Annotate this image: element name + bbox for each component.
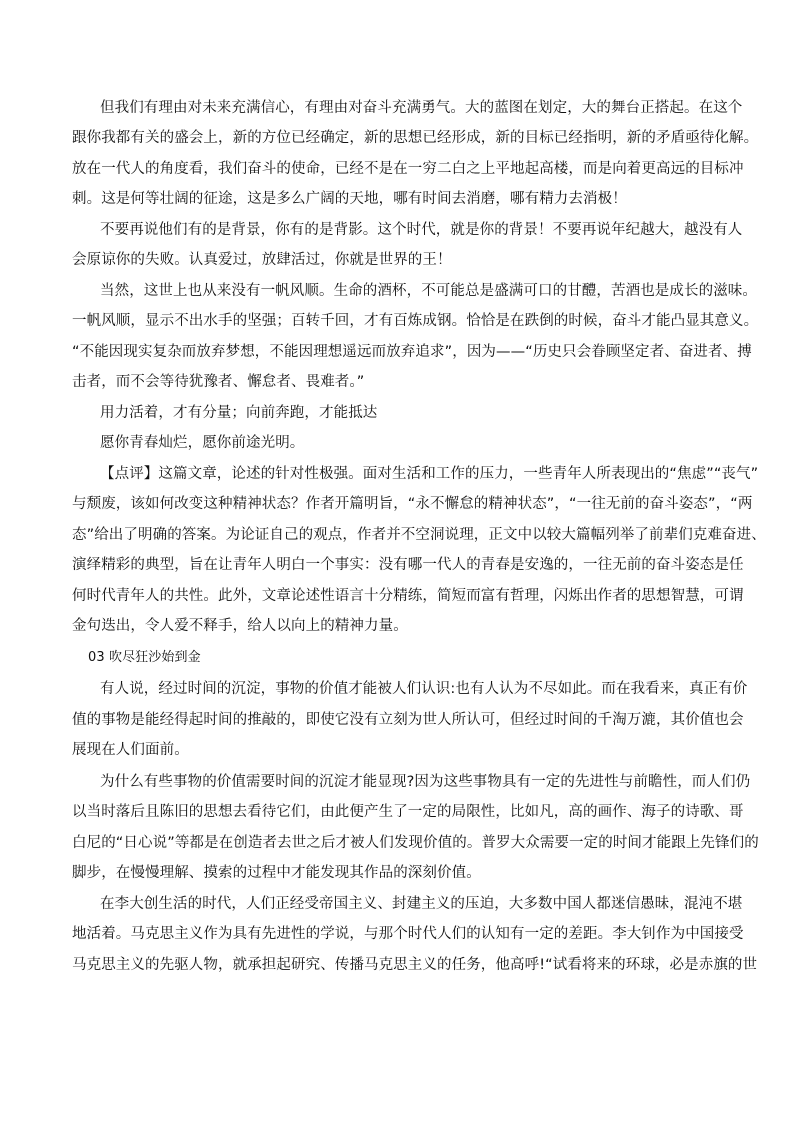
paragraph-line: 当然，这世上也从来没有一帆风顺。生命的酒杯，不可能总是盛满可口的甘醴，苦酒也是成长的滋味。: [100, 283, 757, 299]
paragraph-line: 击者，而不会等待犹豫者、懈怠者、畏难者。”: [72, 374, 365, 390]
paragraph-line: 一帆风顺，显示不出水手的坚强；百转千回，才有百炼成钢。恰恰是在跌倒的时候，奋斗才能凸显其意义。: [72, 313, 759, 329]
paragraph-line: 不要再说他们有的是背景，你有的是背影。这个时代，就是你的背景！不要再说年纪越大，越没有人: [100, 222, 743, 238]
paragraph-line: 会原谅你的失败。认真爱过，放肆活过，你就是世界的王！: [72, 252, 452, 268]
paragraph-line: 值的事物是能经得起时间的推敲的，即使它没有立刻为世人所认可，但经过时间的千淘万漉，其价值也会: [72, 712, 744, 728]
paragraph-line: 跟你我都有关的盛会上，新的方位已经确定，新的思想已经形成，新的目标已经指明，新的矛盾亟待化解。: [72, 130, 759, 146]
paragraph-line: 地活着。马克思主义作为具有先进性的学说，与那个时代人们的认知有一定的差距。李大钊作为中国接受: [72, 926, 744, 942]
paragraph-line: 展现在人们面前。: [72, 742, 189, 758]
paragraph-line: 为什么有些事物的价值需要时间的沉淀才能显现?因为这些事物具有一定的先进性与前瞻性，而人们仍: [100, 774, 751, 790]
paragraph-line: 愿你青春灿烂，愿你前途光明。: [100, 435, 305, 451]
commentary-line: 态”给出了明确的答案。为论证自己的观点，作者并不空洞说理，正文中以较大篇幅列举了前辈们克难奋进、: [72, 527, 766, 543]
paragraph-line: 马克思主义的先驱人物，就承担起研究、传播马克思主义的任务，他高呼!“试看将来的环球，必是赤旗的世: [72, 957, 758, 973]
section-heading: 03 吹尽狂沙始到金: [88, 650, 201, 665]
commentary-line: 演绎精彩的典型，旨在让青年人明白一个事实：没有哪一代人的青春是安逸的，一往无前的奋斗姿态是任: [72, 557, 744, 573]
commentary-line: 【点评】这篇文章，论述的针对性极强。面对生活和工作的压力，一些青年人所表现出的“焦虑”“丧气”: [100, 466, 759, 482]
paragraph-line: “不能因现实复杂而放弃梦想，不能因理想遥远而放弃追求”，因为——“历史只会眷顾坚定者、奋进者、搏: [72, 344, 752, 360]
paragraph-line: 放在一代人的角度看，我们奋斗的使命，已经不是在一穷二白之上平地起高楼，而是向着更高远的目标冲: [72, 161, 744, 177]
paragraph-line: 但我们有理由对未来充满信心，有理由对奋斗充满勇气。大的蓝图在划定，大的舞台正搭起。在这个: [100, 100, 743, 116]
commentary-line: 金句迭出，令人爱不释手，给人以向上的精神力量。: [72, 618, 408, 634]
paragraph-line: 刺。这是何等壮阔的征途，这是多么广阔的天地，哪有时间去消磨，哪有精力去消极！: [72, 191, 627, 207]
paragraph-line: 有人说，经过时间的沉淀，事物的价值才能被人们认识:也有人认为不尽如此。而在我看来，真正有价: [100, 681, 748, 697]
paragraph-line: 在李大创生活的时代，人们正经受帝国主义、封建主义的压迫，大多数中国人都迷信愚昧，混沌不堪: [100, 896, 743, 912]
commentary-line: 何时代青年人的共性。此外，文章论述性语言十分精练，简短而富有哲理，闪烁出作者的思想智慧，可谓: [72, 588, 744, 604]
paragraph-line: 用力活着，才有分量；向前奔跑，才能抵达: [100, 405, 378, 421]
paragraph-line: 以当时落后且陈旧的思想去看待它们，由此便产生了一定的局限性，比如凡，高的画作、海子的诗歌、哥: [72, 804, 744, 820]
commentary-line: 与颓废，该如何改变这种精神状态？作者开篇明旨，“永不懈怠的精神状态”，“一往无前的奋斗姿态”，“两: [72, 496, 753, 512]
paragraph-line: 白尼的“日心说”等都是在创造者去世之后才被人们发现价值的。普罗大众需要一定的时间才能跟上先锋们的: [72, 835, 759, 851]
paragraph-line: 脚步，在慢慢理解、摸索的过程中才能发现其作品的深刻价值。: [72, 865, 481, 881]
